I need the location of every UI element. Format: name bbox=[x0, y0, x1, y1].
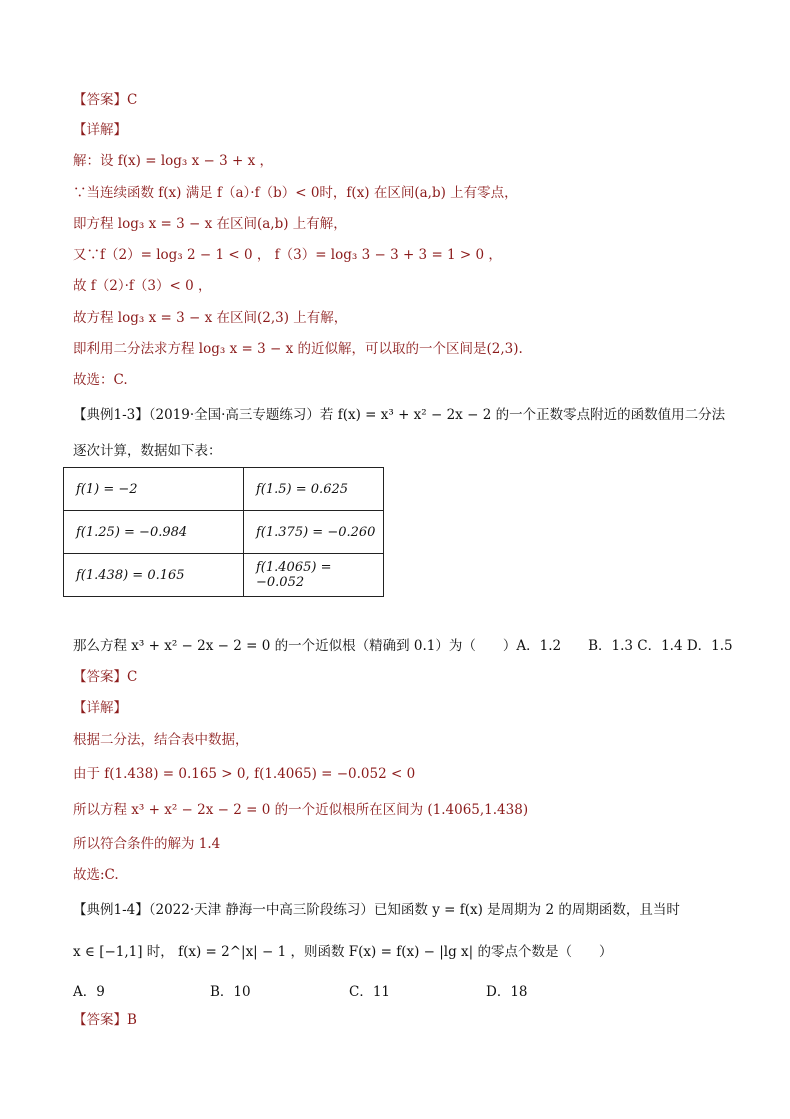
example-1-4-title: 【典例1-4】（2022·天津 静海一中高三阶段练习）已知函数 y = f(x) 是周期为 2 的周期函数，且当时 bbox=[73, 902, 680, 918]
solution2-line-2: 由于 f(1.438) = 0.165 > 0, f(1.4065) = −0.052 < 0 bbox=[73, 766, 416, 782]
solution-line-2: ∵当连续函数 f(x) 满足 f（a）·f（b）< 0时，f(x) 在区间(a,b) 上有零点， bbox=[73, 185, 518, 201]
option-b: B．10 bbox=[210, 984, 251, 1000]
example-1-4-body: x ∈ [−1,1] 时， f(x) = 2^|x| − 1 ，则函数 F(x) = f(x) − |lg x| 的零点个数是（ ） bbox=[73, 944, 613, 960]
solution-line-4: 又∵f（2）= log₃ 2 − 1 < 0 ， f（3）= log₃ 3 − 3 + 3 = 1 > 0 ， bbox=[73, 247, 502, 263]
option-d: D．18 bbox=[486, 984, 528, 1000]
solution-line-6: 故方程 log₃ x = 3 − x 在区间(2,3) 上有解， bbox=[73, 310, 348, 326]
answer-label-2: 【答案】C bbox=[73, 669, 138, 685]
table-row bbox=[64, 511, 384, 554]
solution2-line-5: 故选:C. bbox=[73, 867, 119, 883]
table-cell: f(1.375) = −0.260 bbox=[244, 511, 384, 554]
table-cell: f(1) = −2 bbox=[64, 468, 244, 511]
table-cell: f(1.5) = 0.625 bbox=[244, 468, 384, 511]
table-row bbox=[64, 554, 384, 597]
solution2-line-3: 所以方程 x³ + x² − 2x − 2 = 0 的一个近似根所在区间为 (1.4065,1.438) bbox=[73, 802, 529, 818]
example-1-3-subtitle: 逐次计算，数据如下表： bbox=[73, 443, 222, 459]
table-cell: f(1.438) = 0.165 bbox=[64, 554, 244, 597]
solution-line-1: 解：设 f(x) = log₃ x − 3 + x ， bbox=[73, 153, 274, 169]
detail-label-1: 【详解】 bbox=[73, 122, 127, 138]
example-1-3-title: 【典例1-3】（2019·全国·高三专题练习）若 f(x) = x³ + x² − 2x − 2 的一个正数零点附近的函数值用二分法 bbox=[73, 407, 726, 423]
answer-label-1: 【答案】C bbox=[73, 92, 138, 108]
solution2-line-4: 所以符合条件的解为 1.4 bbox=[73, 836, 221, 852]
solution-line-7: 即利用二分法求方程 log₃ x = 3 − x 的近似解，可以取的一个区间是(2,3). bbox=[73, 341, 523, 357]
data-table bbox=[63, 467, 384, 597]
table-cell: f(1.4065) = −0.052 bbox=[244, 554, 384, 597]
option-c: C．11 bbox=[349, 984, 391, 1000]
detail-label-2: 【详解】 bbox=[73, 700, 127, 716]
solution-line-5: 故 f（2）·f（3）< 0 ， bbox=[73, 278, 212, 294]
solution2-line-1: 根据二分法，结合表中数据， bbox=[73, 732, 249, 748]
solution-line-3: 即方程 log₃ x = 3 − x 在区间(a,b) 上有解， bbox=[73, 216, 347, 232]
table-cell: f(1.25) = −0.984 bbox=[64, 511, 244, 554]
option-a: A．9 bbox=[73, 984, 105, 1000]
table-row bbox=[64, 468, 384, 511]
answer-label-3: 【答案】B bbox=[73, 1012, 137, 1028]
example-1-3-question: 那么方程 x³ + x² − 2x − 2 = 0 的一个近似根（精确到 0.1）为（ ）A．1.2 B．1.3 C．1.4 D．1.5 bbox=[73, 638, 733, 654]
solution-line-8: 故选：C. bbox=[73, 372, 128, 388]
